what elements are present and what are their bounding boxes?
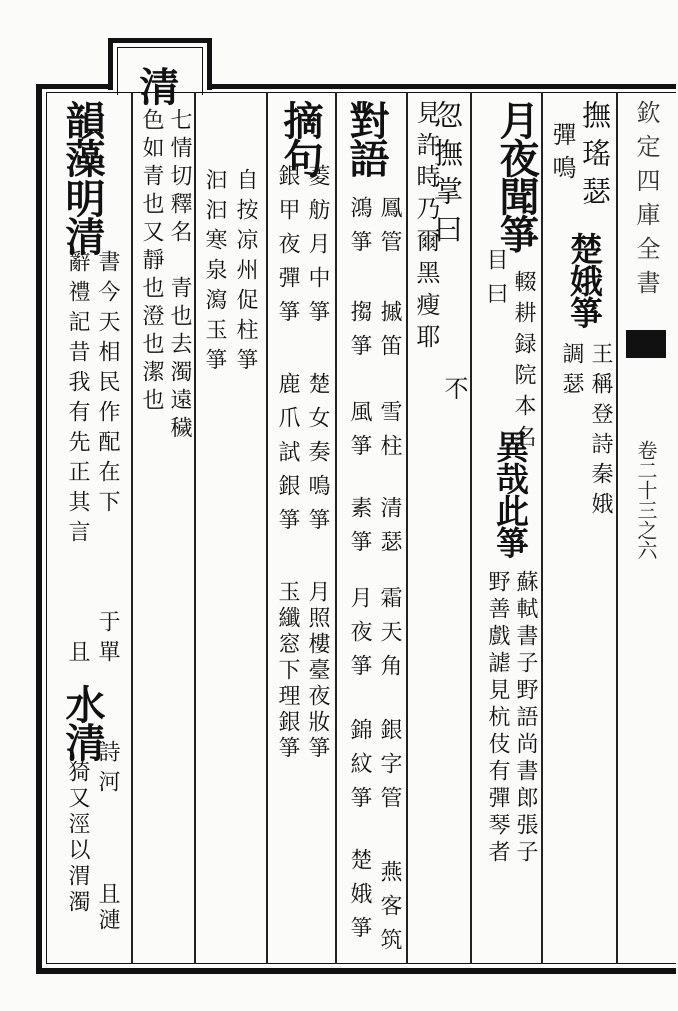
col4-item: 清瑟 [377,496,402,564]
col4-item: 霜天角 [377,586,402,688]
column-rule [335,92,337,964]
col4-item: 素箏 [347,496,372,564]
fishtail-mark [626,330,666,358]
col5-item: 菱舫月中箏 [305,164,330,334]
col6-line: 汩汩寒泉瀉玉箏 [202,168,227,378]
col4-item: 銀字管 [377,718,402,820]
col8-seg-b: 明清 [59,178,106,254]
col8-seg-h: 詩河 [95,740,120,800]
col8-seg-f: 且 [65,640,90,674]
col8-heading: 韻藻 [59,100,106,176]
column-rule [616,92,618,964]
col4-item: 鳳管 [377,196,402,264]
col7-seg-d: 色如青也又靜也澄也潔也 [139,108,164,416]
col7-seg-b: 七情切釋名 [167,108,192,248]
margin-volume: 卷二十三之六 [634,440,658,560]
col4-item: 風箏 [347,400,372,468]
col2-seg-f: 野善戲謔見杭伎有彈琴者 [485,570,510,867]
column-rule [194,92,196,964]
col3-seg-a: 忽撫掌曰 [430,100,464,252]
col4-item: 月夜箏 [347,586,372,688]
col8-seg-i: 且漣 [95,882,120,934]
col4-item: 搊箏 [347,300,372,368]
col5-item: 銀甲夜彈箏 [275,164,300,334]
col8-seg-g: 水清 [59,684,106,760]
column-rule [470,92,472,964]
col6-line: 自按凉州促柱箏 [233,168,258,378]
col8-seg-d: 于單 [95,610,120,670]
col1-seg-b: 彈鳴 [548,122,576,188]
col4-heading: 對語 [343,100,390,176]
column-rule [266,92,268,964]
col7-seg-c: 青也去濁遠穢 [167,276,192,444]
col2-seg-b: 輟耕録院本名 [511,270,536,456]
col3-seg-c: 見許時乃爾黑瘦耶 [412,100,440,356]
col8-seg-j: 猗又涇以渭濁 [65,760,90,916]
col5-heading: 摘句 [277,100,324,176]
margin-book-title: 欽定四庫全書 [632,100,660,304]
col5-item: 月照樓臺夜妝箏 [305,580,330,762]
col2-seg-d: 異哉此箏 [491,430,530,558]
col4-item: 楚娥箏 [347,848,372,950]
col5-item: 鹿爪試銀箏 [275,372,300,542]
column-rule [541,92,543,964]
column-rule [131,92,133,964]
col3-seg-b: 不 [440,376,468,409]
col2-heading: 月夜聞箏 [493,100,540,252]
col2-seg-c: 目曰 [483,248,508,316]
col8-seg-c: 書今天相民作配在下 [95,250,120,520]
col4-item: 摵笛 [377,300,402,368]
col4-item: 燕客筑 [377,860,402,962]
col1-seg-d: 王稱登詩秦娥 [588,342,613,522]
col1-seg-e: 調瑟 [559,342,584,402]
col5-item: 楚女奏鳴箏 [305,372,330,542]
col5-item: 玉纖窓下理銀箏 [275,580,300,762]
col4-item: 雪柱 [377,400,402,468]
col8-seg-e: 辭禮記昔我有先正其言 [65,250,90,550]
col1-seg-a: 撫瑤瑟 [578,100,612,214]
col4-item: 錦紋箏 [347,718,372,820]
col2-seg-e: 蘇軾書子野語尚書郎張子 [513,570,538,867]
column-rule [406,92,408,964]
col4-item: 鴻箏 [347,196,372,264]
col7-heading: 清 [133,66,180,104]
col1-seg-c: 楚娥箏 [565,232,604,328]
